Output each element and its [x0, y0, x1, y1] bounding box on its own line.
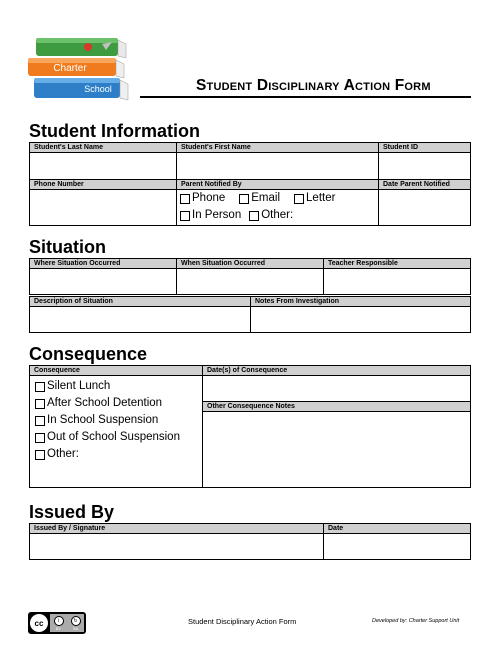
- field-notes-from-investigation[interactable]: [251, 307, 471, 333]
- field-description-of-situation[interactable]: [30, 307, 251, 333]
- share-alike-icon: ↻: [71, 616, 81, 626]
- section-heading-student-information: Student Information: [29, 121, 200, 141]
- checkbox-out-of-school-suspension[interactable]: Out of School Suspension: [35, 429, 202, 446]
- label-description-of-situation: Description of Situation: [30, 297, 251, 307]
- field-date[interactable]: [324, 534, 471, 560]
- title-underline: [140, 96, 471, 98]
- situation-table-bottom: [29, 296, 471, 333]
- sa-label: SA: [72, 625, 79, 631]
- checkbox-icon: [239, 194, 249, 204]
- situation-table-top: [29, 258, 471, 295]
- checkbox-icon: [35, 450, 45, 460]
- checkbox-icon: [35, 433, 45, 443]
- label-issued-by-signature: Issued By / Signature: [30, 524, 324, 534]
- field-dates-of-consequence[interactable]: [203, 376, 471, 402]
- checkbox-icon: [294, 194, 304, 204]
- section-heading-situation: Situation: [29, 237, 106, 257]
- checkbox-icon: [35, 416, 45, 426]
- checkbox-other[interactable]: Other:: [249, 207, 293, 224]
- field-where-occurred[interactable]: [30, 269, 177, 295]
- issued-by-table: [29, 523, 471, 560]
- section-heading-issued-by: Issued By: [29, 502, 115, 522]
- label-where-occurred: Where Situation Occurred: [30, 259, 177, 269]
- field-date-parent-notified[interactable]: [379, 190, 471, 226]
- label-last-name: Student's Last Name: [30, 143, 177, 153]
- field-phone-number[interactable]: [30, 190, 177, 226]
- field-teacher-responsible[interactable]: [324, 269, 471, 295]
- checkbox-phone[interactable]: Phone: [180, 190, 225, 207]
- creative-commons-badge: [28, 612, 86, 634]
- label-student-id: Student ID: [379, 143, 471, 153]
- checkbox-in-school-suspension[interactable]: In School Suspension: [35, 412, 202, 429]
- label-first-name: Student's First Name: [177, 143, 379, 153]
- label-consequence: Consequence: [30, 366, 203, 376]
- checkbox-in-person[interactable]: In Person: [180, 207, 241, 224]
- by-label: BY: [55, 625, 62, 631]
- checkbox-icon: [180, 194, 190, 204]
- field-other-consequence-notes[interactable]: [203, 412, 471, 488]
- label-teacher-responsible: Teacher Responsible: [324, 259, 471, 269]
- field-last-name[interactable]: [30, 153, 177, 180]
- checkbox-email[interactable]: Email: [239, 190, 280, 207]
- consequence-table: [29, 365, 471, 488]
- footer-developed-by: Developed by: Charter Support Unit: [372, 618, 460, 624]
- attribution-icon: i: [54, 616, 64, 626]
- section-heading-consequence: Consequence: [29, 344, 148, 364]
- charter-school-logo: [26, 34, 130, 106]
- checkbox-icon: [249, 211, 259, 221]
- field-student-id[interactable]: [379, 153, 471, 180]
- checkbox-letter[interactable]: Letter: [294, 190, 335, 207]
- field-issued-by-signature[interactable]: [30, 534, 324, 560]
- consequence-options: [30, 376, 203, 488]
- page-title: Student Disciplinary Action Form: [196, 77, 431, 94]
- label-other-consequence-notes: Other Consequence Notes: [203, 402, 471, 412]
- label-parent-notified: Parent Notified By: [177, 180, 379, 190]
- checkbox-after-school-detention[interactable]: After School Detention: [35, 395, 202, 412]
- checkbox-silent-lunch[interactable]: Silent Lunch: [35, 378, 202, 395]
- label-phone-number: Phone Number: [30, 180, 177, 190]
- checkbox-icon: [180, 211, 190, 221]
- student-information-table: [29, 142, 471, 226]
- label-dates-of-consequence: Date(s) of Consequence: [203, 366, 471, 376]
- parent-notified-options: [177, 190, 379, 226]
- field-when-occurred[interactable]: [177, 269, 324, 295]
- label-when-occurred: When Situation Occurred: [177, 259, 324, 269]
- label-date: Date: [324, 524, 471, 534]
- label-date-parent-notified: Date Parent Notified: [379, 180, 471, 190]
- checkbox-icon: [35, 382, 45, 392]
- logo-word-school: School: [84, 84, 112, 94]
- checkbox-other-consequence[interactable]: Other:: [35, 446, 202, 463]
- cc-icon: cc: [30, 614, 48, 632]
- checkbox-icon: [35, 399, 45, 409]
- footer-title: Student Disciplinary Action Form: [188, 617, 297, 626]
- field-first-name[interactable]: [177, 153, 379, 180]
- label-notes-from-investigation: Notes From Investigation: [251, 297, 471, 307]
- logo-word-charter: Charter: [53, 63, 87, 74]
